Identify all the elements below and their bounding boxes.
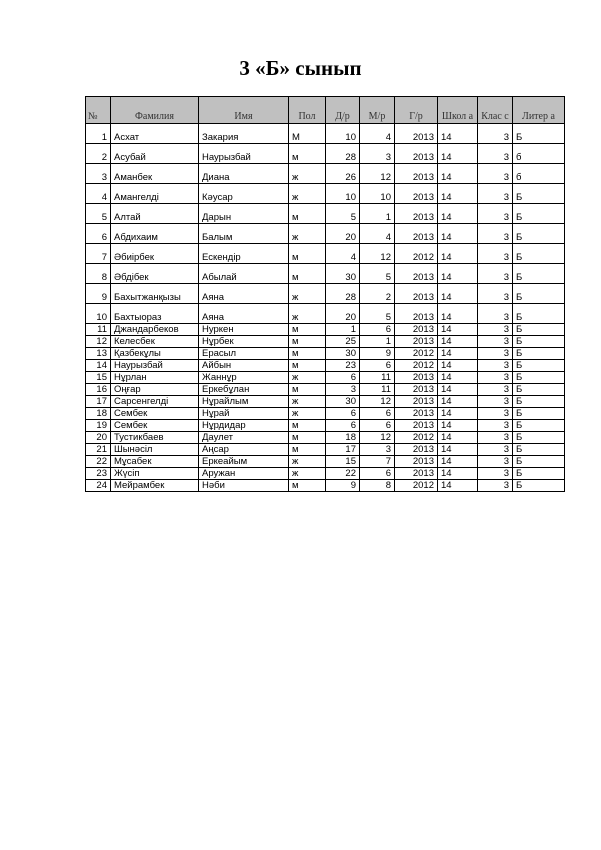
cell-birth-month: 8 — [360, 480, 395, 492]
table-row — [86, 480, 565, 492]
header-class: Клас с — [478, 97, 513, 124]
cell-surname: Амангелді — [111, 184, 199, 204]
cell-class: 3 — [478, 284, 513, 304]
cell-row-number: 2 — [86, 144, 111, 164]
cell-letter: Б — [513, 420, 565, 432]
cell-surname: Джандарбеков — [111, 324, 199, 336]
cell-school: 14 — [438, 480, 478, 492]
cell-birth-year: 2013 — [395, 264, 438, 284]
header-surname: Фамилия — [111, 97, 199, 124]
cell-birth-year: 2013 — [395, 124, 438, 144]
cell-birth-month: 4 — [360, 224, 395, 244]
cell-first-name: Абылай — [199, 264, 289, 284]
cell-letter: Б — [513, 408, 565, 420]
cell-letter: Б — [513, 184, 565, 204]
cell-birth-month: 6 — [360, 324, 395, 336]
class-list-table — [85, 96, 565, 492]
cell-birth-month: 2 — [360, 284, 395, 304]
cell-birth-day: 20 — [326, 224, 360, 244]
cell-row-number: 15 — [86, 372, 111, 384]
cell-class: 3 — [478, 360, 513, 372]
cell-school: 14 — [438, 304, 478, 324]
cell-row-number: 23 — [86, 468, 111, 480]
cell-row-number: 13 — [86, 348, 111, 360]
cell-first-name: Ескендір — [199, 244, 289, 264]
cell-gender: м — [289, 264, 326, 284]
table-row — [86, 468, 565, 480]
cell-row-number: 7 — [86, 244, 111, 264]
cell-letter: Б — [513, 444, 565, 456]
cell-birth-month: 12 — [360, 396, 395, 408]
table-row — [86, 224, 565, 244]
cell-birth-day: 9 — [326, 480, 360, 492]
cell-letter: б — [513, 164, 565, 184]
cell-gender: м — [289, 348, 326, 360]
cell-birth-day: 18 — [326, 432, 360, 444]
cell-first-name: Балым — [199, 224, 289, 244]
cell-class: 3 — [478, 324, 513, 336]
cell-school: 14 — [438, 144, 478, 164]
cell-first-name: Ерасыл — [199, 348, 289, 360]
cell-first-name: Нәби — [199, 480, 289, 492]
cell-surname: Нұрлан — [111, 372, 199, 384]
cell-letter: Б — [513, 432, 565, 444]
cell-birth-day: 10 — [326, 184, 360, 204]
table-row — [86, 124, 565, 144]
cell-letter: Б — [513, 384, 565, 396]
cell-birth-year: 2013 — [395, 468, 438, 480]
cell-class: 3 — [478, 396, 513, 408]
cell-class: 3 — [478, 124, 513, 144]
header-birth-day: Д/р — [326, 97, 360, 124]
cell-gender: ж — [289, 372, 326, 384]
cell-birth-month: 1 — [360, 204, 395, 224]
cell-birth-day: 26 — [326, 164, 360, 184]
page-title: 3 «Б» сынып — [239, 56, 362, 80]
cell-first-name: Даулет — [199, 432, 289, 444]
header-school: Школ а — [438, 97, 478, 124]
cell-birth-month: 1 — [360, 336, 395, 348]
cell-letter: Б — [513, 244, 565, 264]
cell-birth-day: 30 — [326, 348, 360, 360]
cell-first-name: Кәусар — [199, 184, 289, 204]
table-row — [86, 360, 565, 372]
cell-first-name: Аяна — [199, 304, 289, 324]
cell-class: 3 — [478, 444, 513, 456]
cell-class: 3 — [478, 432, 513, 444]
cell-gender: м — [289, 336, 326, 348]
table-row — [86, 408, 565, 420]
cell-row-number: 20 — [86, 432, 111, 444]
cell-first-name: Нұрайлым — [199, 396, 289, 408]
table-row — [86, 384, 565, 396]
cell-surname: Шынәсіл — [111, 444, 199, 456]
cell-row-number: 12 — [86, 336, 111, 348]
cell-birth-year: 2012 — [395, 244, 438, 264]
cell-first-name: Нұрбек — [199, 336, 289, 348]
cell-class: 3 — [478, 480, 513, 492]
cell-letter: Б — [513, 124, 565, 144]
cell-birth-month: 9 — [360, 348, 395, 360]
cell-class: 3 — [478, 372, 513, 384]
cell-birth-month: 6 — [360, 468, 395, 480]
cell-class: 3 — [478, 384, 513, 396]
cell-row-number: 14 — [86, 360, 111, 372]
cell-first-name: Дарын — [199, 204, 289, 224]
cell-surname: Мұсабек — [111, 456, 199, 468]
cell-surname: Сембек — [111, 408, 199, 420]
cell-school: 14 — [438, 348, 478, 360]
cell-gender: ж — [289, 408, 326, 420]
cell-gender: м — [289, 360, 326, 372]
cell-gender: ж — [289, 184, 326, 204]
cell-school: 14 — [438, 284, 478, 304]
cell-birth-month: 6 — [360, 360, 395, 372]
cell-school: 14 — [438, 224, 478, 244]
cell-birth-day: 10 — [326, 124, 360, 144]
cell-class: 3 — [478, 264, 513, 284]
cell-gender: ж — [289, 164, 326, 184]
cell-first-name: Еркеайым — [199, 456, 289, 468]
cell-birth-day: 28 — [326, 284, 360, 304]
cell-row-number: 4 — [86, 184, 111, 204]
cell-birth-year: 2013 — [395, 420, 438, 432]
table-row — [86, 348, 565, 360]
cell-surname: Аманбек — [111, 164, 199, 184]
cell-birth-day: 23 — [326, 360, 360, 372]
cell-row-number: 21 — [86, 444, 111, 456]
cell-birth-year: 2013 — [395, 184, 438, 204]
cell-letter: Б — [513, 204, 565, 224]
cell-surname: Абдихаим — [111, 224, 199, 244]
header-number: № — [86, 97, 111, 124]
cell-surname: Бахытжанқызы — [111, 284, 199, 304]
table-row — [86, 420, 565, 432]
cell-surname: Наурызбай — [111, 360, 199, 372]
cell-class: 3 — [478, 164, 513, 184]
header-birth-month: М/р — [360, 97, 395, 124]
cell-school: 14 — [438, 244, 478, 264]
cell-surname: Тустикбаев — [111, 432, 199, 444]
table-row — [86, 184, 565, 204]
table-row — [86, 144, 565, 164]
cell-letter: Б — [513, 324, 565, 336]
cell-birth-day: 22 — [326, 468, 360, 480]
cell-birth-year: 2012 — [395, 480, 438, 492]
cell-school: 14 — [438, 432, 478, 444]
cell-first-name: Нуркен — [199, 324, 289, 336]
cell-gender: ж — [289, 224, 326, 244]
cell-row-number: 11 — [86, 324, 111, 336]
cell-first-name: Аружан — [199, 468, 289, 480]
cell-gender: м — [289, 244, 326, 264]
cell-school: 14 — [438, 468, 478, 480]
cell-class: 3 — [478, 144, 513, 164]
cell-first-name: Диана — [199, 164, 289, 184]
cell-letter: Б — [513, 284, 565, 304]
cell-gender: ж — [289, 456, 326, 468]
cell-first-name: Нұрдидар — [199, 420, 289, 432]
cell-birth-year: 2013 — [395, 456, 438, 468]
cell-birth-day: 6 — [326, 420, 360, 432]
table-row — [86, 324, 565, 336]
cell-row-number: 17 — [86, 396, 111, 408]
table-row — [86, 456, 565, 468]
table-row — [86, 396, 565, 408]
cell-birth-day: 28 — [326, 144, 360, 164]
table-row — [86, 204, 565, 224]
header-letter: Литер а — [513, 97, 565, 124]
cell-school: 14 — [438, 184, 478, 204]
cell-surname: Асхат — [111, 124, 199, 144]
cell-gender: м — [289, 480, 326, 492]
cell-birth-year: 2013 — [395, 164, 438, 184]
cell-class: 3 — [478, 420, 513, 432]
cell-school: 14 — [438, 164, 478, 184]
cell-row-number: 19 — [86, 420, 111, 432]
cell-birth-day: 6 — [326, 372, 360, 384]
cell-birth-month: 4 — [360, 124, 395, 144]
cell-birth-year: 2012 — [395, 432, 438, 444]
table-row — [86, 244, 565, 264]
cell-birth-year: 2013 — [395, 396, 438, 408]
cell-first-name: Аңсар — [199, 444, 289, 456]
cell-birth-day: 5 — [326, 204, 360, 224]
cell-school: 14 — [438, 124, 478, 144]
cell-surname: Әбдібек — [111, 264, 199, 284]
cell-birth-day: 20 — [326, 304, 360, 324]
cell-surname: Бахтыораз — [111, 304, 199, 324]
cell-gender: ж — [289, 304, 326, 324]
cell-surname: Мейрамбек — [111, 480, 199, 492]
cell-class: 3 — [478, 204, 513, 224]
cell-first-name: Еркебұлан — [199, 384, 289, 396]
cell-birth-day: 30 — [326, 396, 360, 408]
cell-birth-day: 30 — [326, 264, 360, 284]
cell-school: 14 — [438, 264, 478, 284]
cell-letter: Б — [513, 348, 565, 360]
cell-letter: Б — [513, 480, 565, 492]
cell-school: 14 — [438, 396, 478, 408]
cell-class: 3 — [478, 468, 513, 480]
cell-birth-month: 12 — [360, 244, 395, 264]
cell-birth-month: 3 — [360, 144, 395, 164]
cell-letter: Б — [513, 304, 565, 324]
cell-school: 14 — [438, 384, 478, 396]
table-row — [86, 372, 565, 384]
cell-birth-year: 2013 — [395, 204, 438, 224]
cell-surname: Алтай — [111, 204, 199, 224]
cell-row-number: 1 — [86, 124, 111, 144]
cell-gender: М — [289, 124, 326, 144]
table-row — [86, 164, 565, 184]
table-header-row — [86, 97, 565, 124]
cell-gender: ж — [289, 284, 326, 304]
cell-birth-day: 25 — [326, 336, 360, 348]
cell-first-name: Закария — [199, 124, 289, 144]
cell-row-number: 6 — [86, 224, 111, 244]
cell-birth-year: 2013 — [395, 224, 438, 244]
cell-birth-month: 6 — [360, 408, 395, 420]
cell-gender: м — [289, 324, 326, 336]
cell-birth-year: 2013 — [395, 284, 438, 304]
cell-school: 14 — [438, 336, 478, 348]
cell-school: 14 — [438, 204, 478, 224]
cell-birth-month: 7 — [360, 456, 395, 468]
cell-school: 14 — [438, 456, 478, 468]
cell-birth-year: 2012 — [395, 348, 438, 360]
cell-row-number: 5 — [86, 204, 111, 224]
table-row — [86, 304, 565, 324]
cell-letter: Б — [513, 264, 565, 284]
cell-school: 14 — [438, 408, 478, 420]
cell-birth-month: 11 — [360, 384, 395, 396]
table-row — [86, 284, 565, 304]
cell-letter: Б — [513, 468, 565, 480]
cell-birth-year: 2013 — [395, 144, 438, 164]
cell-first-name: Айбын — [199, 360, 289, 372]
cell-birth-year: 2013 — [395, 444, 438, 456]
cell-class: 3 — [478, 304, 513, 324]
cell-birth-day: 6 — [326, 408, 360, 420]
cell-birth-day: 17 — [326, 444, 360, 456]
cell-gender: м — [289, 444, 326, 456]
cell-birth-year: 2013 — [395, 384, 438, 396]
cell-birth-year: 2013 — [395, 408, 438, 420]
cell-class: 3 — [478, 408, 513, 420]
cell-birth-month: 6 — [360, 420, 395, 432]
table-row — [86, 264, 565, 284]
cell-first-name: Наурызбай — [199, 144, 289, 164]
cell-first-name: Аяна — [199, 284, 289, 304]
cell-gender: м — [289, 144, 326, 164]
header-birth-year: Г/р — [395, 97, 438, 124]
cell-birth-day: 3 — [326, 384, 360, 396]
cell-letter: Б — [513, 372, 565, 384]
cell-row-number: 9 — [86, 284, 111, 304]
cell-gender: м — [289, 432, 326, 444]
cell-birth-month: 11 — [360, 372, 395, 384]
cell-school: 14 — [438, 420, 478, 432]
cell-birth-month: 3 — [360, 444, 395, 456]
cell-class: 3 — [478, 184, 513, 204]
cell-birth-year: 2013 — [395, 324, 438, 336]
cell-birth-year: 2012 — [395, 360, 438, 372]
cell-birth-day: 1 — [326, 324, 360, 336]
cell-class: 3 — [478, 456, 513, 468]
header-gender: Пол — [289, 97, 326, 124]
table-row — [86, 432, 565, 444]
cell-gender: м — [289, 420, 326, 432]
cell-birth-year: 2013 — [395, 372, 438, 384]
cell-school: 14 — [438, 360, 478, 372]
cell-gender: ж — [289, 468, 326, 480]
cell-school: 14 — [438, 444, 478, 456]
table-row — [86, 336, 565, 348]
cell-row-number: 22 — [86, 456, 111, 468]
cell-surname: Асубай — [111, 144, 199, 164]
cell-surname: Келесбек — [111, 336, 199, 348]
cell-row-number: 10 — [86, 304, 111, 324]
cell-birth-day: 15 — [326, 456, 360, 468]
cell-row-number: 16 — [86, 384, 111, 396]
cell-birth-month: 5 — [360, 264, 395, 284]
cell-letter: Б — [513, 224, 565, 244]
cell-class: 3 — [478, 244, 513, 264]
cell-row-number: 3 — [86, 164, 111, 184]
cell-row-number: 24 — [86, 480, 111, 492]
cell-surname: Сарсенгелді — [111, 396, 199, 408]
cell-birth-month: 12 — [360, 432, 395, 444]
cell-class: 3 — [478, 348, 513, 360]
cell-gender: м — [289, 204, 326, 224]
cell-surname: Сембек — [111, 420, 199, 432]
cell-gender: ж — [289, 396, 326, 408]
cell-letter: б — [513, 144, 565, 164]
cell-surname: Қазбекұлы — [111, 348, 199, 360]
cell-birth-month: 10 — [360, 184, 395, 204]
cell-birth-month: 5 — [360, 304, 395, 324]
cell-letter: Б — [513, 456, 565, 468]
cell-birth-day: 4 — [326, 244, 360, 264]
cell-surname: Оңғар — [111, 384, 199, 396]
cell-class: 3 — [478, 224, 513, 244]
table-row — [86, 444, 565, 456]
cell-school: 14 — [438, 324, 478, 336]
cell-school: 14 — [438, 372, 478, 384]
cell-surname: Жүсіп — [111, 468, 199, 480]
cell-letter: Б — [513, 396, 565, 408]
cell-surname: Әбиірбек — [111, 244, 199, 264]
cell-row-number: 8 — [86, 264, 111, 284]
cell-birth-month: 12 — [360, 164, 395, 184]
cell-birth-year: 2013 — [395, 336, 438, 348]
cell-letter: Б — [513, 336, 565, 348]
cell-class: 3 — [478, 336, 513, 348]
header-name: Имя — [199, 97, 289, 124]
cell-letter: Б — [513, 360, 565, 372]
cell-row-number: 18 — [86, 408, 111, 420]
cell-first-name: Нұрай — [199, 408, 289, 420]
cell-gender: м — [289, 384, 326, 396]
cell-first-name: Жаннұр — [199, 372, 289, 384]
cell-birth-year: 2013 — [395, 304, 438, 324]
